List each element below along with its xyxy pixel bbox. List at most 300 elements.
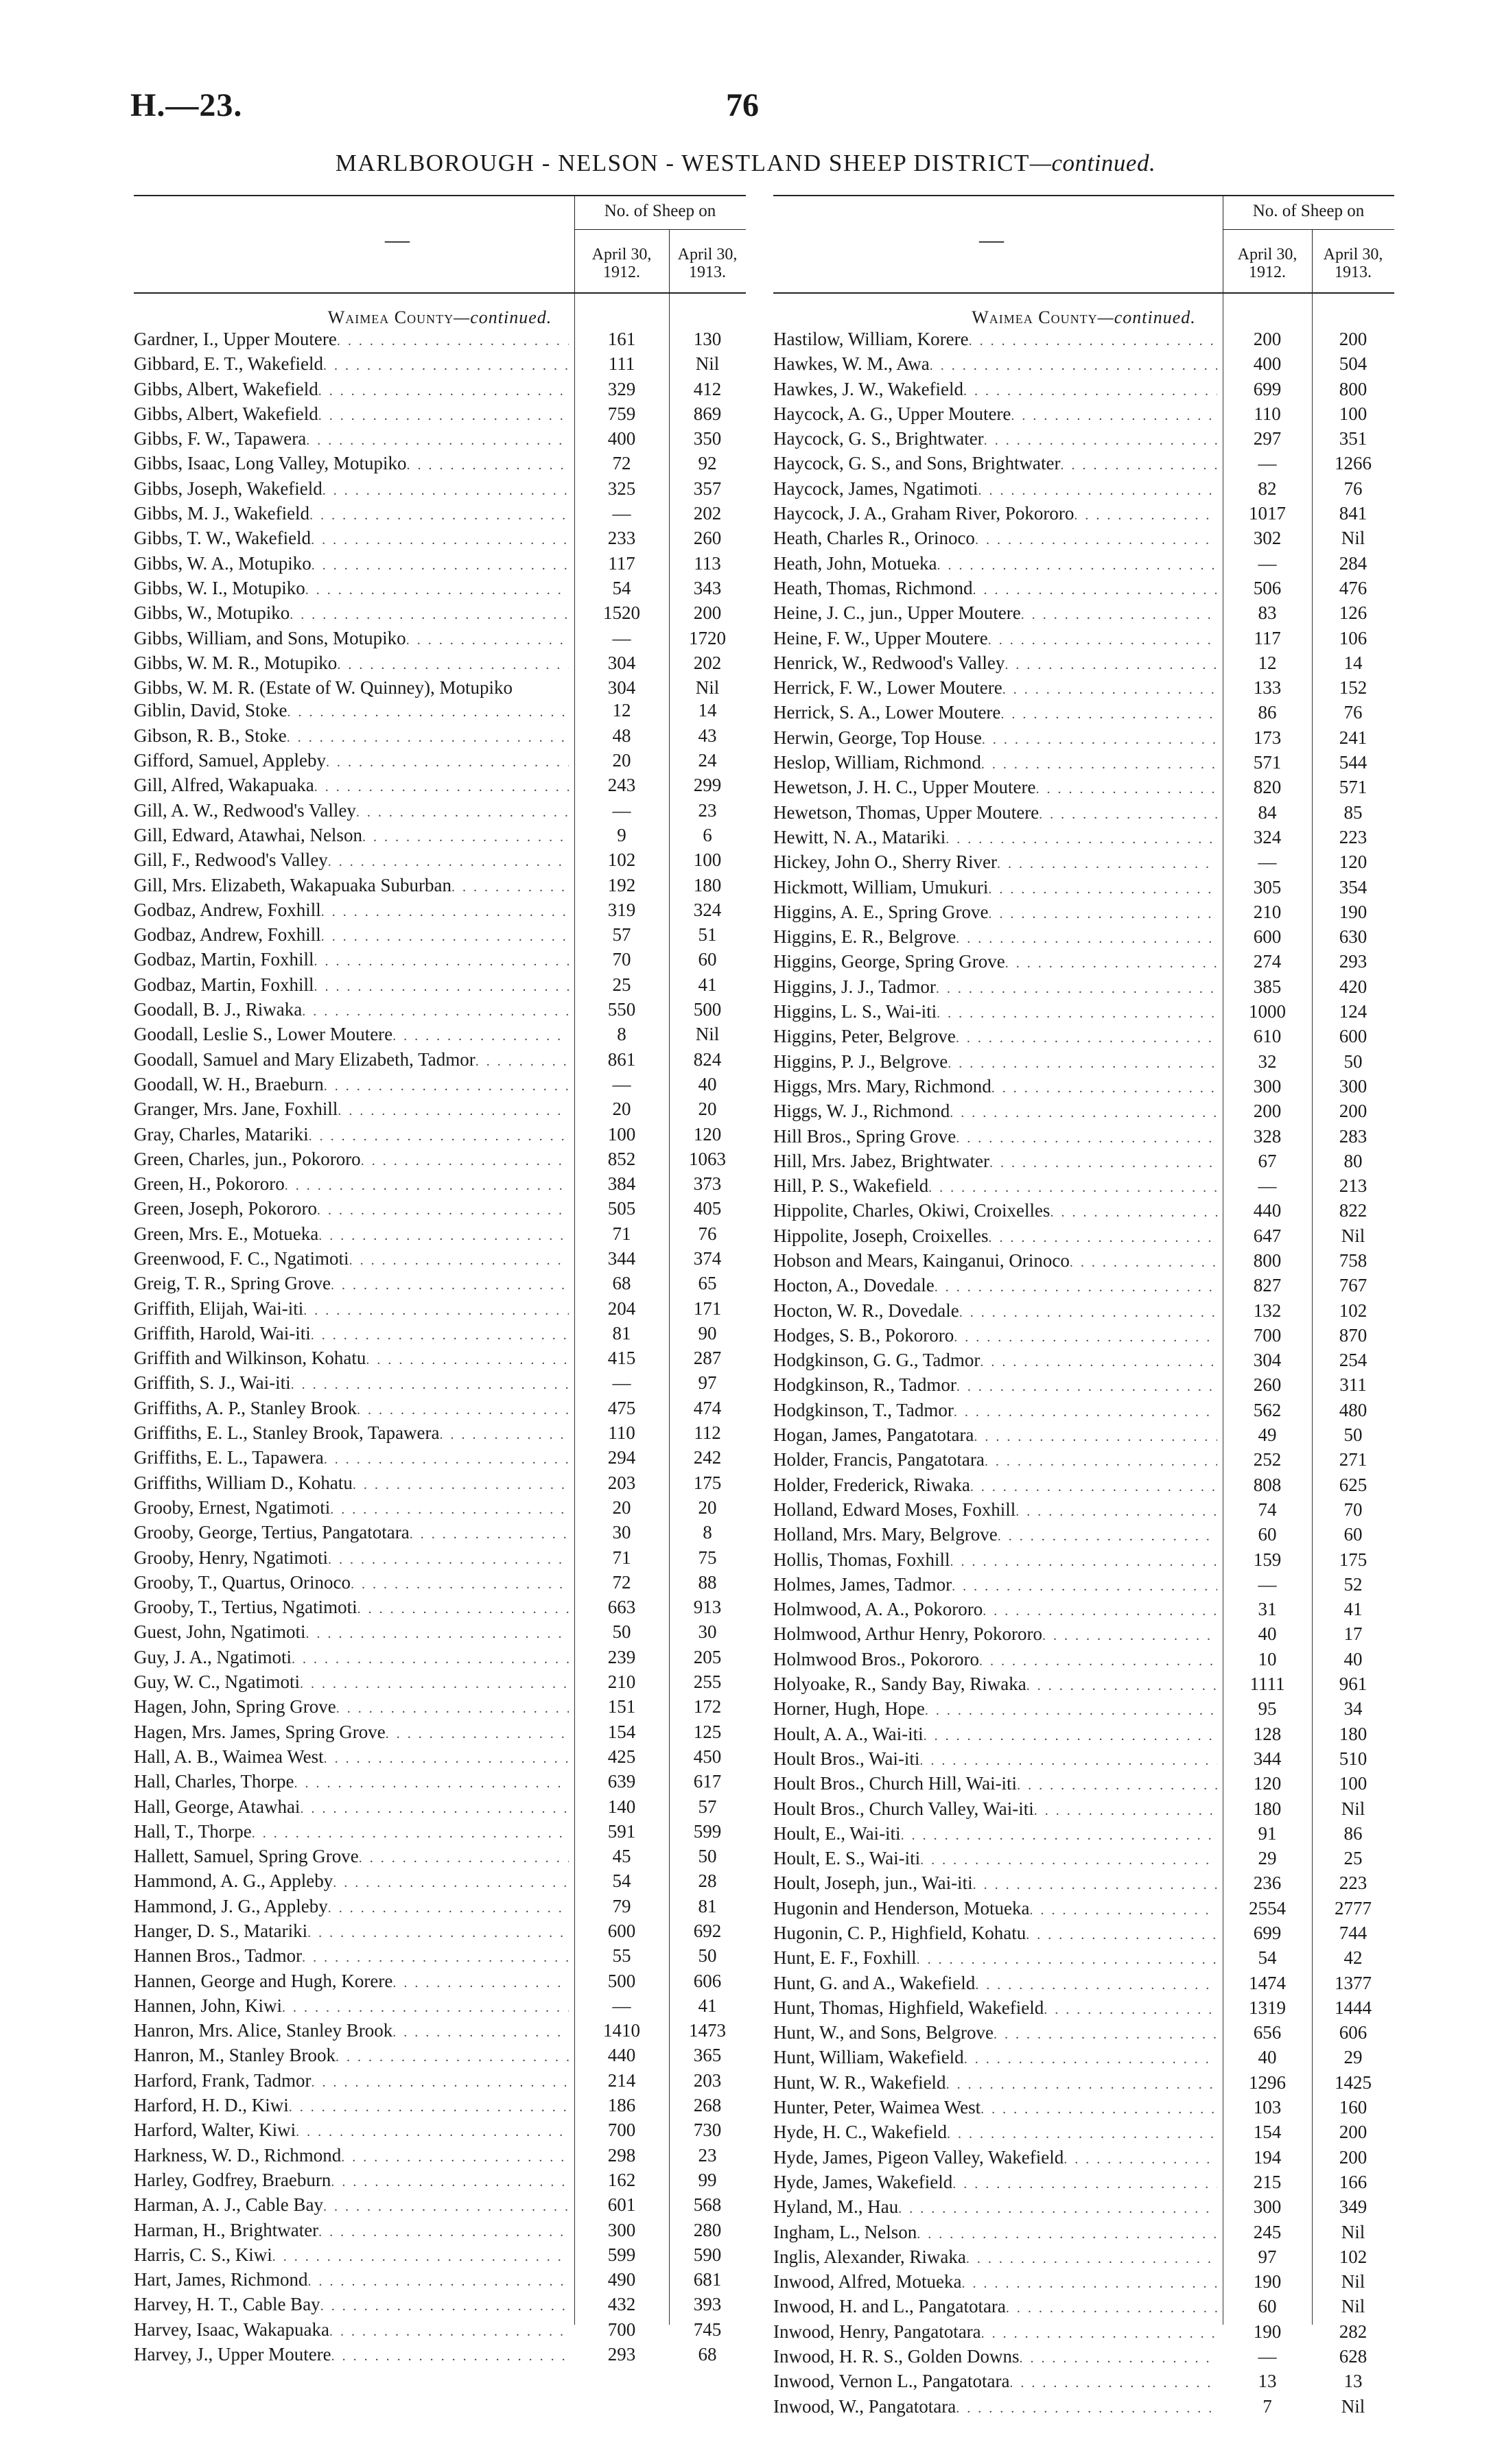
dot-leader <box>989 903 1218 926</box>
sheep-1912: 571 <box>1253 752 1282 773</box>
sheep-1913: 203 <box>693 2069 722 2091</box>
dot-leader <box>440 1424 569 1446</box>
sheep-1913: 630 <box>1339 926 1367 948</box>
sheep-1912: 60 <box>1258 1524 1277 1545</box>
dot-leader <box>997 853 1217 876</box>
holder-name: Horner, Hugh, Hope <box>773 1698 925 1720</box>
holder-cell <box>773 527 1223 552</box>
holder-name: Hunt, W., and Sons, Belgrove <box>773 2022 994 2043</box>
sheep-1913: 510 <box>1339 1748 1367 1769</box>
sheep-1913: 41 <box>698 1995 717 2016</box>
holder-cell <box>134 948 574 973</box>
holder-cell <box>134 1870 574 1894</box>
sheep-1912: 861 <box>607 1048 636 1070</box>
dot-leader <box>330 1499 569 1521</box>
table-row <box>773 1847 1394 1872</box>
table-row <box>773 1549 1394 1573</box>
table-row <box>134 2119 746 2144</box>
sheep-1913: 42 <box>1343 1947 1363 1969</box>
sheep-1912: 550 <box>607 999 636 1020</box>
sheep-1912: 440 <box>1253 1200 1282 1221</box>
sheep-1913: 255 <box>693 1671 722 1693</box>
sheep-1913: 23 <box>698 799 717 821</box>
sheep-1912: 293 <box>607 2344 636 2365</box>
dot-leader <box>1034 1800 1217 1822</box>
county-name: Waimea County <box>972 307 1098 327</box>
holder-cell <box>134 602 574 626</box>
sheep-1913: 758 <box>1339 1249 1367 1271</box>
holder-name: Hanron, Mrs. Alice, Stanley Brook <box>134 2020 393 2041</box>
dot-leader <box>1035 778 1217 801</box>
sheep-1913: 180 <box>1339 1723 1367 1744</box>
sheep-1912: 12 <box>1258 652 1277 673</box>
holder-cell <box>773 1997 1223 2021</box>
holder-name: Griffiths, William D., Kohatu <box>134 1472 353 1493</box>
sheep-1912: 117 <box>608 552 635 574</box>
dot-leader <box>961 2273 1217 2295</box>
sheep-1912: 328 <box>1253 1125 1282 1147</box>
dot-leader <box>302 1000 569 1023</box>
holder-cell <box>134 1721 574 1746</box>
table-row <box>134 1796 746 1820</box>
holder-cell <box>134 1322 574 1347</box>
sheep-1913: 1266 <box>1335 453 1372 474</box>
dot-leader <box>306 430 569 452</box>
holder-name: Hall, Charles, Thorpe <box>134 1771 294 1792</box>
sheep-1913: 480 <box>1339 1399 1367 1420</box>
holder-name: Hill, P. S., Wakefield <box>773 1175 929 1197</box>
sheep-1913: 88 <box>698 1571 717 1593</box>
dot-leader <box>966 2248 1217 2271</box>
dot-leader <box>324 1748 569 1770</box>
holder-cell <box>773 2171 1223 2196</box>
holder-cell <box>134 2343 574 2368</box>
table-row <box>134 1521 746 1546</box>
dot-leader <box>410 1523 569 1546</box>
holder-cell <box>134 799 574 824</box>
holder-cell <box>773 1051 1223 1075</box>
table-row <box>134 1746 746 1770</box>
holder-name: Hippolite, Charles, Okiwi, Croixelles <box>773 1200 1050 1221</box>
table-row <box>773 2096 1394 2121</box>
sheep-1913: 349 <box>1339 2196 1367 2218</box>
table-row <box>134 478 746 502</box>
holder-name: Inwood, Alfred, Motueka <box>773 2271 962 2292</box>
sheep-1912: 162 <box>607 2169 636 2190</box>
sheep-1912: 215 <box>1253 2171 1282 2192</box>
dot-leader <box>925 1700 1217 1722</box>
holder-cell <box>773 2295 1223 2320</box>
sheep-1912: 274 <box>1253 951 1282 972</box>
sheep-1913: 126 <box>1339 602 1367 624</box>
holder-cell <box>134 2319 574 2343</box>
sheep-1913: 692 <box>693 1921 722 1941</box>
sheep-1913: 200 <box>1339 2122 1367 2143</box>
holder-name: Higgs, Mrs. Mary, Richmond <box>773 1075 991 1096</box>
dot-leader <box>937 1002 1217 1025</box>
sheep-1913: 120 <box>1339 852 1367 873</box>
name-column-dash: — <box>385 226 410 253</box>
holder-cell <box>773 2221 1223 2246</box>
holder-name: Gill, Edward, Atawhai, Nelson <box>134 824 362 845</box>
dot-leader <box>975 529 1217 552</box>
dot-leader <box>1020 2347 1217 2370</box>
holder-cell <box>773 1523 1223 1548</box>
sheep-1913: 311 <box>1339 1374 1367 1396</box>
holder-name: Hoult, E., Wai-iti <box>773 1822 901 1844</box>
dot-leader <box>983 1600 1217 1623</box>
dot-leader <box>321 926 569 948</box>
holder-name: Inwood, H. R. S., Golden Downs <box>773 2346 1020 2367</box>
table-row <box>134 1123 746 1148</box>
sheep-1913: 205 <box>693 1646 722 1667</box>
table-row <box>134 2268 746 2293</box>
dot-leader <box>272 2246 569 2268</box>
sheep-1913: 86 <box>1343 1822 1363 1844</box>
table-row <box>134 998 746 1023</box>
sheep-1912: 200 <box>1253 329 1282 349</box>
holder-cell <box>134 1945 574 1969</box>
dot-leader <box>336 1698 569 1720</box>
sheep-1913: 50 <box>1343 1424 1363 1446</box>
sheep-1913: 172 <box>693 1696 722 1717</box>
dot-leader <box>359 1847 569 1870</box>
table-row <box>773 552 1394 577</box>
sheep-1913: 280 <box>693 2219 722 2240</box>
holder-cell <box>134 552 574 577</box>
col-1912-heading: April 30, 1912. <box>1237 246 1298 281</box>
table-row <box>773 1150 1394 1175</box>
dot-leader <box>985 1451 1217 1473</box>
dot-leader <box>946 828 1217 851</box>
sheep-1913: 913 <box>693 1597 722 1618</box>
dot-leader <box>317 1199 569 1222</box>
sheep-1913: 13 <box>1343 2371 1363 2392</box>
holder-name: Hyde, James, Pigeon Valley, Wakefield <box>773 2146 1064 2168</box>
dot-leader <box>336 2046 569 2069</box>
holder-cell <box>773 776 1223 801</box>
table-row <box>134 1073 746 1098</box>
holder-cell <box>773 976 1223 1000</box>
holder-cell <box>773 1673 1223 1698</box>
table-row <box>134 1098 746 1123</box>
holder-cell <box>773 378 1223 403</box>
sheep-1913: Nil <box>1341 1798 1365 1819</box>
sheep-1912: 54 <box>1258 1947 1277 1969</box>
sheep-1912: 203 <box>607 1472 636 1493</box>
sheep-1913: 76 <box>698 1223 717 1244</box>
dot-leader <box>476 1051 569 1073</box>
sheep-1912: 120 <box>1253 1773 1282 1794</box>
table-row <box>134 1970 746 1995</box>
table-row <box>773 751 1394 776</box>
holder-cell <box>134 627 574 652</box>
holder-cell <box>773 353 1223 377</box>
sheep-1913: 841 <box>1339 503 1367 524</box>
sheep-1912: 294 <box>607 1447 636 1468</box>
sheep-1912: 13 <box>1258 2371 1277 2392</box>
dot-leader <box>982 729 1217 751</box>
holder-cell <box>773 1100 1223 1125</box>
sheep-1912: 32 <box>1258 1051 1277 1072</box>
table-row <box>134 2319 746 2343</box>
holder-cell <box>773 677 1223 701</box>
holder-name: Harford, Frank, Tadmor <box>134 2069 312 2091</box>
sheep-1913: 1425 <box>1335 2072 1372 2093</box>
dot-leader <box>988 629 1217 652</box>
sheep-1913: 213 <box>1339 1175 1367 1197</box>
dot-leader <box>954 1326 1217 1349</box>
sheep-1912: 95 <box>1258 1698 1277 1720</box>
holder-name: Griffiths, E. L., Stanley Brook, Tapawera <box>134 1422 440 1444</box>
holder-name: Gibbs, William, and Sons, Motupiko <box>134 627 406 648</box>
sheep-1912: 31 <box>1258 1599 1277 1620</box>
sheep-1913: 1720 <box>689 627 726 648</box>
holder-name: Hyde, James, Wakefield <box>773 2171 953 2192</box>
column-rule <box>574 294 575 2325</box>
holder-name: Harman, H., Brightwater <box>134 2219 319 2240</box>
holder-cell <box>773 851 1223 876</box>
sheep-1913: 202 <box>693 652 722 673</box>
holder-name: Hugonin, C. P., Highfield, Kohatu <box>773 1923 1026 1943</box>
sheep-1913: 50 <box>1343 1051 1363 1072</box>
sheep-1913: 617 <box>693 1771 722 1792</box>
table-row <box>773 1051 1394 1075</box>
sheep-1913: 24 <box>698 750 717 771</box>
holder-cell <box>134 849 574 873</box>
holder-name: Inwood, H. and L., Pangatotara <box>773 2296 1006 2317</box>
dot-leader <box>329 2321 569 2343</box>
holder-cell <box>773 727 1223 751</box>
table-header-left <box>134 195 746 294</box>
holder-cell <box>773 1847 1223 1872</box>
dot-leader <box>930 355 1217 377</box>
holder-name: Haycock, A. G., Upper Moutere <box>773 403 1011 424</box>
dot-leader <box>1060 454 1217 477</box>
sheep-1912: 827 <box>1253 1275 1282 1296</box>
holder-cell <box>773 1399 1223 1424</box>
table-row <box>134 849 746 873</box>
sheep-1913: 50 <box>698 1945 717 1967</box>
dot-leader <box>1064 2148 1217 2171</box>
sheep-1913: 92 <box>698 453 717 474</box>
sheep-1912: 161 <box>607 329 636 349</box>
dot-leader <box>994 2023 1217 2046</box>
table-row <box>134 1547 746 1571</box>
holder-name: Gibbard, E. T., Wakefield <box>134 353 323 375</box>
table-row <box>134 552 746 577</box>
dot-leader <box>314 950 569 973</box>
holder-cell <box>134 1298 574 1322</box>
sheep-1912: 324 <box>1253 826 1282 847</box>
sheep-1912: 245 <box>1253 2221 1282 2242</box>
dot-leader <box>937 554 1217 577</box>
sheep-1913: 293 <box>1339 951 1367 972</box>
sheep-1912: 20 <box>612 750 631 771</box>
sheep-1912: 656 <box>1253 2022 1282 2043</box>
sheep-1912: 475 <box>607 1397 636 1418</box>
table-header-right <box>773 195 1394 294</box>
sheep-1912: 8 <box>617 1024 626 1045</box>
holder-name: Haycock, G. S., and Sons, Brightwater <box>773 453 1061 474</box>
table-row <box>773 2295 1394 2320</box>
holder-name: Hewitt, N. A., Matariki <box>773 826 946 847</box>
dot-leader <box>318 1225 569 1247</box>
holder-name: Hunt, William, Wakefield <box>773 2047 964 2068</box>
table-row <box>773 627 1394 652</box>
dot-leader <box>337 654 569 677</box>
table-row <box>134 1298 746 1322</box>
table-row <box>773 2321 1394 2345</box>
holder-name: Gill, F., Redwood's Valley <box>134 849 328 871</box>
holder-name: Guy, W. C., Ngatimoti <box>134 1671 301 1693</box>
table-row <box>773 876 1394 901</box>
dot-leader <box>309 504 569 527</box>
sheep-1913: 767 <box>1339 1275 1367 1296</box>
table-row <box>134 2244 746 2268</box>
table-row <box>134 1472 746 1497</box>
holder-cell <box>773 876 1223 901</box>
dot-leader <box>314 976 569 998</box>
table-row <box>773 901 1394 926</box>
table-row <box>773 1698 1394 1722</box>
table-row <box>773 1000 1394 1025</box>
holder-cell <box>773 1075 1223 1100</box>
table-row <box>773 2221 1394 2246</box>
dot-leader <box>291 1374 569 1396</box>
column-rule <box>669 294 670 2325</box>
table-row <box>134 1870 746 1894</box>
dot-leader <box>973 1874 1217 1897</box>
holder-cell <box>773 2072 1223 2096</box>
sheep-1913: 57 <box>698 1796 717 1817</box>
holder-cell <box>134 749 574 774</box>
dot-leader <box>936 978 1217 1000</box>
holder-cell <box>773 328 1223 353</box>
sheep-1913: 190 <box>1339 901 1367 922</box>
holder-cell <box>134 1422 574 1446</box>
table-row <box>773 727 1394 751</box>
dot-leader <box>952 2173 1217 2196</box>
table-row <box>134 677 746 699</box>
holder-name: Hall, A. B., Waimea West <box>134 1746 324 1767</box>
table-row <box>134 403 746 427</box>
sheep-1913: 590 <box>693 2244 722 2265</box>
table-row <box>773 1424 1394 1448</box>
dot-leader <box>361 1150 569 1173</box>
holder-cell <box>773 1199 1223 1224</box>
sheep-1912: 1296 <box>1249 2072 1286 2093</box>
dot-leader <box>991 1077 1217 1100</box>
holder-name: Gill, Alfred, Wakapuaka <box>134 775 314 796</box>
table-row <box>773 1249 1394 1274</box>
dot-leader <box>353 1474 569 1497</box>
holder-cell <box>134 1073 574 1098</box>
holder-cell <box>773 652 1223 677</box>
sheep-1912: 25 <box>612 974 631 995</box>
dot-leader <box>964 2048 1217 2071</box>
sheep-1912: 700 <box>607 2319 636 2340</box>
holder-cell <box>773 452 1223 477</box>
sheep-1913: 41 <box>698 974 717 995</box>
table-row <box>773 1075 1394 1100</box>
holder-name: Gardner, I., Upper Moutere <box>134 329 337 349</box>
holder-name: Gibbs, F. W., Tapawera <box>134 428 307 449</box>
sheep-1912: 808 <box>1253 1474 1282 1495</box>
holder-cell <box>773 801 1223 826</box>
sheep-1912: 20 <box>612 1099 631 1120</box>
sheep-1913: 354 <box>1339 876 1367 897</box>
sheep-1913: 357 <box>693 478 722 499</box>
sheep-1913: 200 <box>693 602 722 624</box>
sheep-1912: 344 <box>1253 1748 1282 1769</box>
dot-leader <box>305 579 569 602</box>
holder-name: Hoult Bros., Wai-iti <box>773 1748 920 1769</box>
table-row <box>773 1349 1394 1374</box>
sheep-1912: 117 <box>1254 627 1281 648</box>
dot-leader <box>338 1100 569 1123</box>
holder-cell <box>773 1872 1223 1897</box>
holder-name: Grooby, Ernest, Ngatimoti <box>134 1497 331 1518</box>
holder-cell <box>134 1372 574 1396</box>
table-row <box>134 1845 746 1870</box>
holder-cell <box>773 1424 1223 1448</box>
table-row <box>134 1596 746 1621</box>
table-row <box>773 1125 1394 1150</box>
holder-cell <box>134 328 574 353</box>
sheep-1913: 681 <box>693 2269 722 2290</box>
sheep-1912: 820 <box>1253 777 1282 798</box>
holder-name: Gifford, Samuel, Appleby <box>134 750 326 771</box>
holder-name: Higgins, J. J., Tadmor <box>773 976 936 997</box>
holder-name: Harford, H. D., Kiwi <box>134 2095 289 2116</box>
dot-leader <box>963 380 1217 403</box>
sheep-1913: 571 <box>1339 777 1367 798</box>
sheep-1912: 700 <box>607 2120 636 2141</box>
sheep-1913: 14 <box>1343 652 1363 673</box>
sheep-1912: 699 <box>1253 1923 1282 1943</box>
dot-leader <box>318 380 569 403</box>
sheep-1912: 384 <box>607 1173 636 1195</box>
dot-leader <box>406 629 569 652</box>
sheep-1913: 171 <box>693 1298 722 1319</box>
holder-name: Hollis, Thomas, Foxhill <box>773 1549 950 1570</box>
col-1912-heading: April 30, 1912. <box>591 246 652 281</box>
holder-name: Hunt, G. and A., Wakefield <box>773 1972 976 1993</box>
sheep-1912: 490 <box>607 2269 636 2290</box>
sheep-1912: 599 <box>607 2244 636 2265</box>
holder-name: Hunt, Thomas, Highfield, Wakefield <box>773 1997 1044 2018</box>
table-row <box>134 1770 746 1795</box>
sheep-1913: Nil <box>1341 2271 1365 2292</box>
holder-name: Hoult, A. A., Wai-iti <box>773 1723 924 1744</box>
sheep-1912: 194 <box>1253 2146 1282 2168</box>
table-row <box>773 1274 1394 1299</box>
table-row <box>773 926 1394 950</box>
holder-cell <box>773 1798 1223 1822</box>
table-row <box>773 1025 1394 1050</box>
holder-name: Hawkes, W. M., Awa <box>773 353 930 375</box>
holder-cell <box>134 1596 574 1621</box>
holder-name: Higgins, Peter, Belgrove <box>773 1026 956 1047</box>
sheep-1912: 304 <box>607 652 636 673</box>
holder-cell <box>134 652 574 677</box>
holder-name: Godbaz, Andrew, Foxhill <box>134 899 321 920</box>
sheep-1913: 25 <box>1343 1848 1363 1869</box>
dot-leader <box>312 554 569 577</box>
sheep-1913: Nil <box>1341 2395 1365 2417</box>
holder-cell <box>773 2370 1223 2395</box>
